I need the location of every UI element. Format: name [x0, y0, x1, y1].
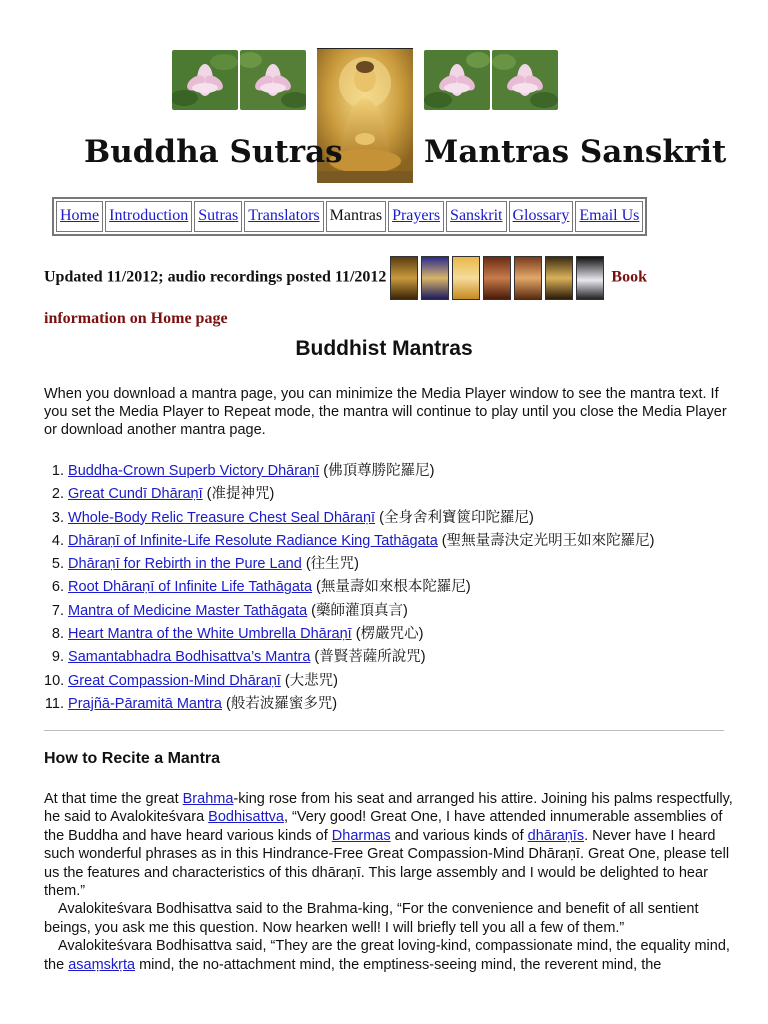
nav-item-home[interactable]	[56, 201, 103, 232]
nav-item-sutras[interactable]	[194, 201, 242, 232]
nav-link-introduction[interactable]: Introduction	[109, 207, 189, 224]
mantra-link[interactable]: Prajñā-Pāramitā Mantra	[68, 695, 222, 712]
list-item	[44, 576, 654, 599]
text-run: mind, the no-attachment mind, the emptiness-seeing mind, the reverent mind, the	[135, 956, 662, 973]
book-cover-image[interactable]	[545, 256, 573, 300]
main-nav	[52, 197, 647, 236]
mantra-link[interactable]: Whole-Body Relic Treasure Chest Seal Dhāraṇī	[68, 509, 376, 526]
nav-link-translators[interactable]: Translators	[248, 207, 320, 224]
update-text: Updated 11/2012; audio recordings posted 11/2012	[44, 268, 387, 286]
nav-item-mantras-current: Mantras	[326, 201, 386, 232]
book-link-text[interactable]: Book	[611, 268, 647, 286]
nav-link-sanskrit[interactable]: Sanskrit	[450, 207, 503, 224]
list-item	[44, 483, 654, 506]
nav-item-sanskrit[interactable]	[446, 201, 506, 232]
book-info-link[interactable]	[611, 269, 647, 286]
mantra-chinese-title: (大悲咒)	[284, 672, 338, 689]
mantra-chinese-title: (全身舍利寶篋印陀羅尼)	[379, 509, 534, 526]
list-number: 6.	[51, 579, 64, 596]
text-run: Avalokiteśvara Bodhisattva said, “They are the great loving-kind, compassionate mind, the equality mind, the	[44, 938, 730, 973]
list-item	[44, 670, 654, 693]
section-heading: How to Recite a Mantra	[44, 750, 221, 767]
paragraph	[44, 790, 734, 900]
mantra-link[interactable]: Root Dhāraṇī of Infinite Life Tathāgata	[68, 579, 313, 596]
lotus-image	[240, 50, 306, 110]
list-number: 11.	[44, 695, 64, 712]
mantra-link[interactable]: Dhāraṇī for Rebirth in the Pure Land	[68, 556, 302, 573]
site-banner	[0, 46, 768, 186]
mantra-link[interactable]: Dhāraṇī of Infinite-Life Resolute Radiance King Tathāgata	[68, 532, 438, 549]
list-item	[44, 530, 654, 553]
list-item	[44, 553, 654, 576]
list-number: 5.	[51, 556, 64, 573]
list-item	[44, 507, 654, 530]
mantra-link[interactable]: Buddha-Crown Superb Victory Dhāraṇī	[68, 463, 320, 479]
update-notice	[44, 256, 734, 337]
glossary-link-brahma[interactable]: Brahma	[182, 791, 234, 807]
mantra-link[interactable]: Heart Mantra of the White Umbrella Dhāraṇī	[68, 626, 352, 643]
book-info-text: information on Home page	[44, 310, 228, 327]
nav-link-home[interactable]: Home	[60, 207, 100, 224]
list-number: 10.	[44, 672, 65, 689]
list-number: 1.	[51, 463, 64, 479]
mantra-chinese-title: (往生咒)	[305, 556, 359, 573]
mantra-chinese-title: (無量壽如來根本陀羅尼)	[316, 579, 471, 596]
glossary-link-asamskrta[interactable]: asaṃskṛta	[68, 956, 136, 973]
mantra-link[interactable]: Mantra of Medicine Master Tathāgata	[68, 602, 308, 619]
nav-link-prayers[interactable]: Prayers	[392, 207, 441, 224]
mantra-link[interactable]: Great Cundī Dhāraṇī	[68, 486, 203, 503]
list-number: 3.	[51, 509, 64, 526]
text-run: and various kinds of	[390, 827, 528, 844]
lotus-image	[424, 50, 490, 110]
list-item	[44, 693, 654, 716]
site-title-right: Mantras Sanskrit	[424, 134, 727, 170]
list-item	[44, 460, 654, 483]
list-number: 9.	[51, 649, 64, 666]
list-number: 4.	[51, 532, 64, 549]
mantra-chinese-title: (普賢菩薩所說咒)	[314, 649, 426, 666]
book-cover-image[interactable]	[390, 256, 418, 300]
mantra-chinese-title: (藥師灌頂真言)	[311, 602, 408, 619]
nav-link-sutras[interactable]: Sutras	[198, 207, 239, 224]
book-cover-image[interactable]	[452, 256, 480, 300]
intro-paragraph: When you download a mantra page, you can minimize the Media Player window to see the mantra text. If you set the Media Player to Repeat mode, the mantra will continue to play until you close the Media Player or download another mantra page.	[44, 386, 727, 438]
nav-item-email-us[interactable]	[575, 201, 643, 232]
mantra-link[interactable]: Samantabhadra Bodhisattva’s Mantra	[68, 649, 311, 666]
mantra-chinese-title: (楞嚴咒心)	[355, 626, 424, 643]
list-number: 7.	[51, 602, 64, 619]
book-cover-image[interactable]	[576, 256, 604, 300]
mantra-list	[44, 460, 654, 716]
list-item	[44, 600, 654, 623]
page-title: Buddhist Mantras	[295, 337, 473, 360]
book-cover-image[interactable]	[514, 256, 542, 300]
list-number: 8.	[51, 626, 64, 643]
book-cover-image[interactable]	[421, 256, 449, 300]
glossary-link-dharanis[interactable]: dhāraṇīs	[527, 827, 585, 844]
lotus-image	[492, 50, 558, 110]
lotus-image	[172, 50, 238, 110]
glossary-link-bodhisattva[interactable]: Bodhisattva	[208, 809, 284, 826]
site-title-left: Buddha Sutras	[84, 134, 343, 170]
mantra-link[interactable]: Great Compassion-Mind Dhāraṇī	[68, 672, 281, 689]
mantra-chinese-title: (准提神咒)	[206, 486, 275, 503]
text-run: . Never have I heard such wonderful phrases as in this Hindrance-Free Great Compassion-Mind Dhāraṇī. Great One, please tell us the features and characteristics of this dhāraṇī. This large assembly and I would be delighted to hear them.”	[44, 827, 730, 900]
book-covers[interactable]	[390, 256, 607, 300]
text-run: -king rose from his seat and arranged his attire. Joining his palms respectfully, he said to Avalokiteśvara	[44, 791, 733, 826]
nav-item-glossary[interactable]	[509, 201, 574, 232]
list-number: 2.	[51, 486, 64, 503]
book-cover-image[interactable]	[483, 256, 511, 300]
mantra-chinese-title: (聖無量壽決定光明王如來陀羅尼)	[441, 532, 655, 549]
glossary-link-dharmas[interactable]: Dharmas	[331, 827, 391, 844]
nav-link-email-us[interactable]: Email Us	[579, 207, 640, 224]
section-body	[44, 790, 734, 974]
list-item	[44, 623, 654, 646]
section-divider	[44, 730, 724, 731]
mantra-chinese-title: (佛頂尊勝陀羅尼)	[323, 463, 435, 479]
list-item	[44, 646, 654, 669]
nav-item-translators[interactable]	[244, 201, 323, 232]
text-run: , “Very good! Great One, I have attended innumerable assemblies of the Buddha and have heard various kinds of	[44, 809, 723, 844]
paragraph: Avalokiteśvara Bodhisattva said to the Brahma-king, “For the convenience and benefit of all sentient beings, you ask me this question. Now hearken well! I will briefly tell you all a few of them.”	[44, 901, 699, 936]
nav-link-glossary[interactable]: Glossary	[512, 207, 570, 224]
mantra-chinese-title: (般若波羅蜜多咒)	[225, 695, 338, 712]
paragraph	[44, 937, 734, 974]
text-run: At that time the great	[44, 791, 183, 807]
nav-item-introduction[interactable]	[105, 201, 192, 232]
nav-item-prayers[interactable]	[388, 201, 444, 232]
